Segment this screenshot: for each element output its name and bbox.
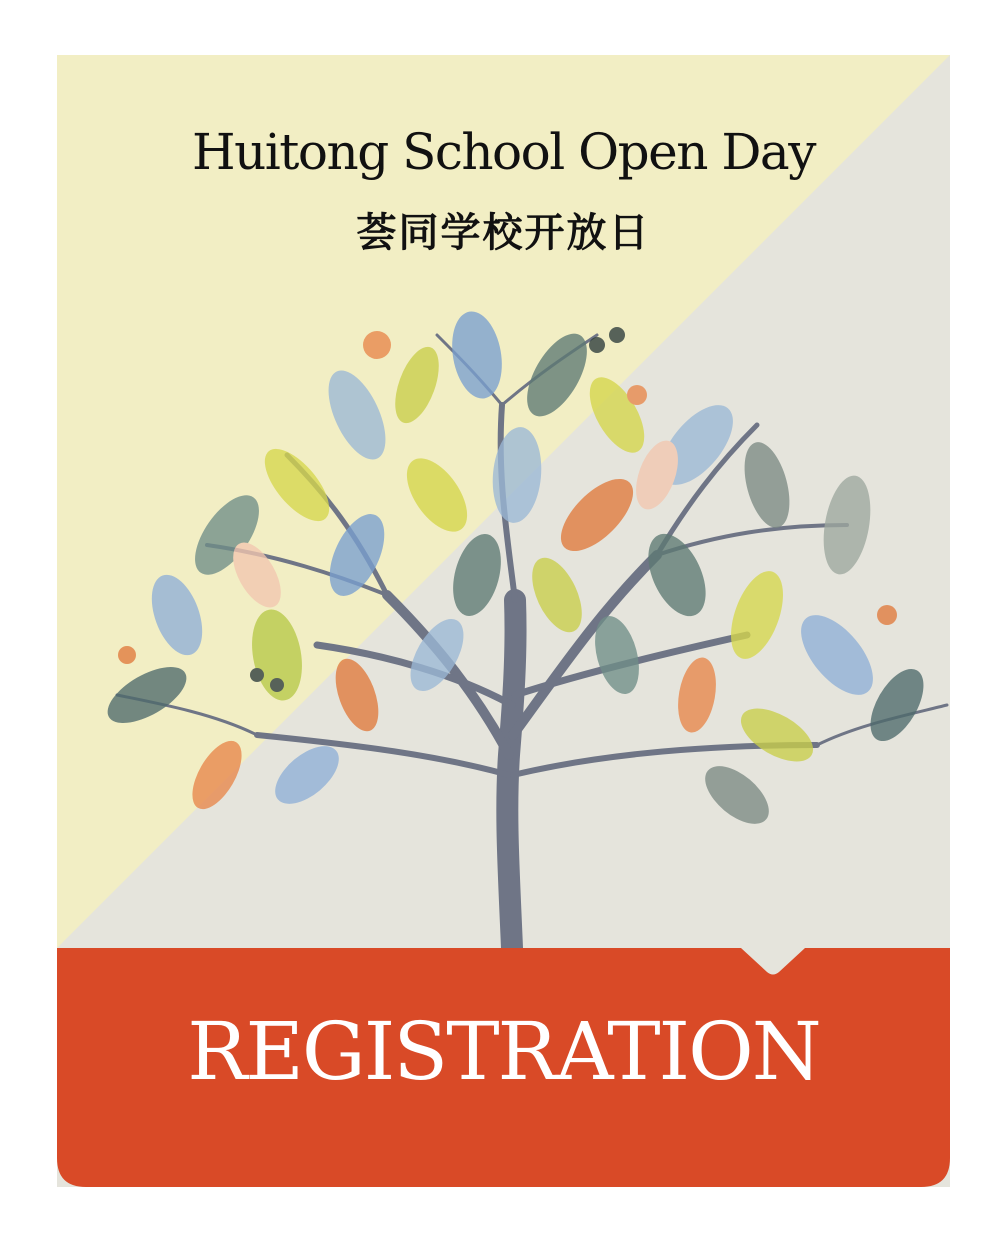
page-subtitle-chinese: 荟同学校开放日	[356, 210, 651, 256]
page-title: Huitong School Open Day	[192, 123, 815, 181]
registration-label: REGISTRATION	[187, 1005, 820, 1098]
registration-button[interactable]	[57, 948, 950, 1187]
open-day-poster	[57, 55, 950, 1187]
